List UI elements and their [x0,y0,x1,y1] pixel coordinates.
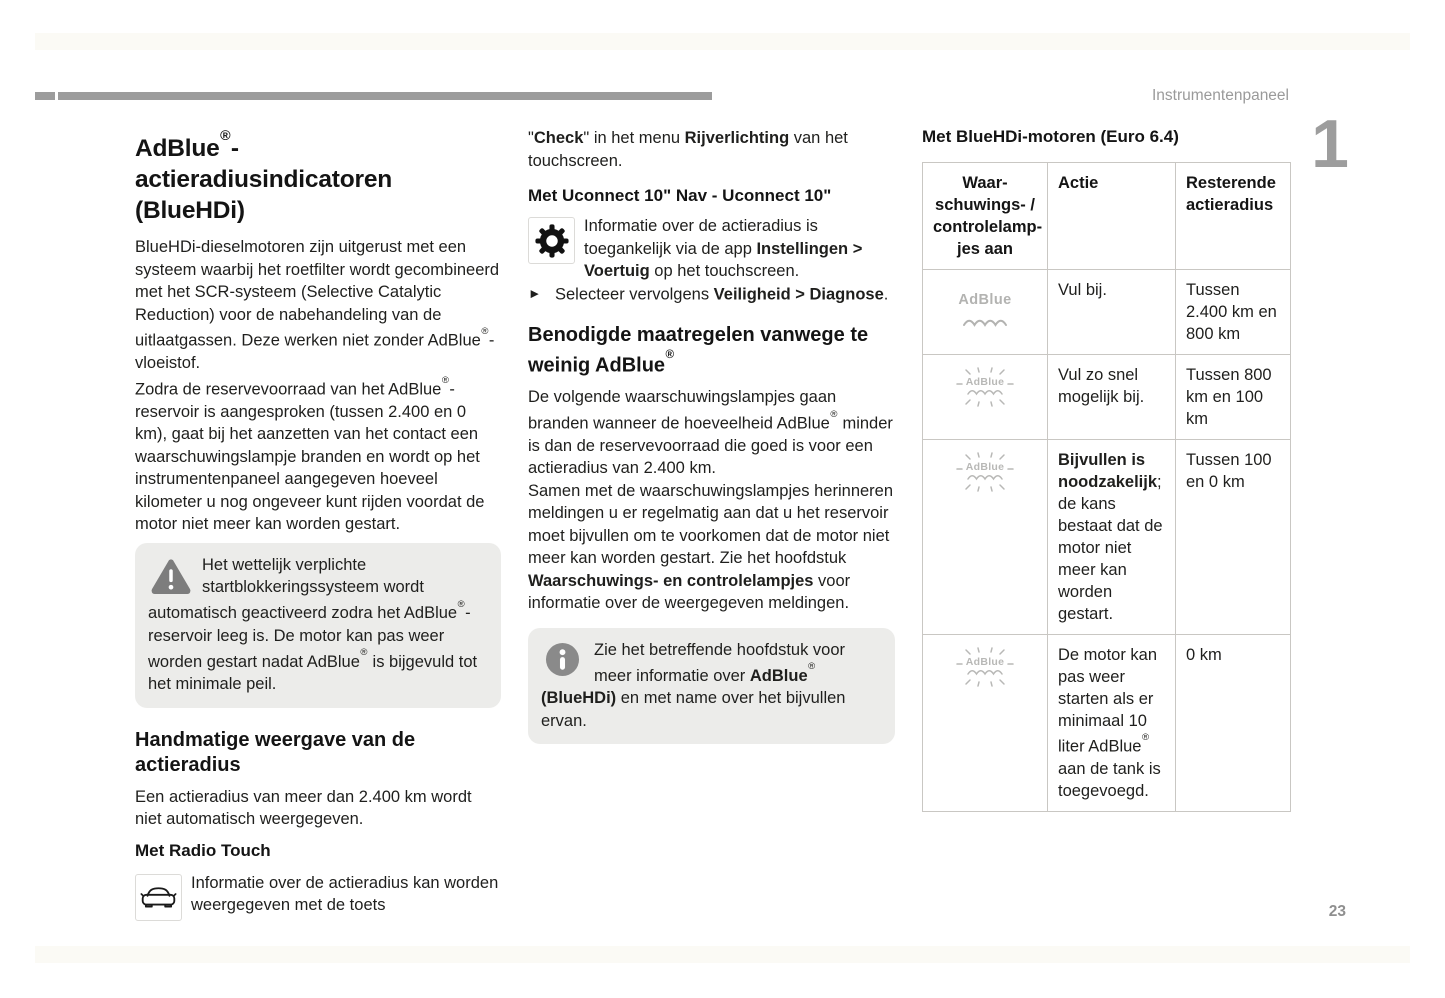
table-row [923,270,1291,355]
col-header-lamps: Waar- schuwings- / controlelamp- jes aan [923,163,1048,270]
reserve-paragraph: Zodra de reservevoorraad van het AdBlue®-reservoir is aangesproken (tussen 2.400 en 0 km), gaat bij het aanzetten van het contact een waarschuwingslampje branden en wordt op het instrumentenpaneel aangegeven hoeveel kilometer u nog ongeveer kunt rijden voordat de motor niet meer kan worden gestart. [135,374,485,534]
lamp-cell [923,440,1048,635]
warning-note-text: Het wettelijk verplichte startblokkeringssysteem wordt automatisch geactiveerd zodra het AdBlue®-reservoir leeg is. De motor kan pas weer worden gestart nadat AdBlue® is bijgevuld tot het minimale peil. [148,555,478,694]
svg-text:AdBlue: AdBlue [965,461,1005,473]
intro-paragraph: BlueHDi-dieselmotoren zijn uitgerust met een systeem waarbij het roetfilter wordt gecombineerd met het SCR-systeem (Selective Catalytic Reduction) voor de nabehandeling van de uitlaatgassen. Deze werken niet zonder AdBlue®-vloeistof. [135,238,500,373]
range-cell: Tussen 2.400 km en 800 km [1176,270,1291,355]
top-accent-strip [35,33,1410,50]
gear-icon [528,217,575,264]
manual-display-paragraph: Een actieradius van meer dan 2.400 km wordt niet automatisch weergegeven. [135,787,472,829]
select-step: ► Selecteer vervolgens Veiligheid > Diagnose. [528,283,895,306]
uconnect-heading: Met Uconnect 10" Nav - Uconnect 10" [528,186,832,205]
action-cell: Vul zo snel mogelijk bij. [1048,355,1176,440]
svg-text:AdBlue: AdBlue [965,376,1005,388]
adblue-lamp-flashing-icon [952,366,1018,412]
page-title: AdBlue®- actieradiusindicatoren (BlueHDi) [135,127,393,225]
col-header-range: Resterende actieradius [1176,163,1291,270]
lamp-cell [923,635,1048,812]
check-paragraph: "Check" in het menu Rijverlichting van het touchscreen. [528,129,848,170]
left-column [135,128,501,923]
section-rule-segment [35,92,55,100]
adblue-lamp-flashing-icon [952,451,1018,497]
col-header-action: Actie [1048,163,1176,270]
adblue-lamp-flashing-icon [952,646,1018,692]
action-cell: De motor kan pas weer starten als er minimaal 10 liter AdBlue® aan de tank is toegevoegd. [1048,635,1176,812]
table-row [923,440,1291,635]
table-row [923,355,1291,440]
arrow-bullet-icon: ► [528,285,542,301]
settings-paragraph: Informatie over de actieradius is toegankelijk via de app Instellingen > Voertuig op het touchscreen. [528,215,895,283]
measures-heading: Benodigde maatregelen vanwege te weinig AdBlue® [528,323,869,377]
range-cell: Tussen 100 en 0 km [1176,440,1291,635]
adblue-lamp-steady-icon: AdBlue [945,289,1025,333]
info-note-text: Zie het betreffende hoofdstuk voor meer informatie over AdBlue® (BlueHDi) en met name over het bijvullen ervan. [541,640,846,730]
section-rule [58,92,712,100]
info-note-box [528,628,895,745]
warning-triangle-icon [150,557,192,595]
car-front-icon [135,874,182,921]
bottom-accent-strip [35,946,1410,963]
range-cell: 0 km [1176,635,1291,812]
right-column [922,126,1290,812]
middle-column [528,127,895,744]
action-cell: Bijvullen is noodzakelijk; de kans bestaat dat de motor niet meer kan worden gestart. [1048,440,1176,635]
lamp-cell [923,270,1048,355]
radio-touch-paragraph: Informatie over de actieradius kan worden weergegeven met de toets [135,872,501,917]
running-header: Instrumentenpaneel [1151,87,1289,104]
page-number: 23 [1328,903,1346,920]
range-cell: Tussen 800 km en 100 km [1176,355,1291,440]
table-row [923,635,1291,812]
adblue-range-table [922,162,1291,812]
warning-note-box [135,543,501,708]
info-icon [545,642,580,677]
lamps-paragraph: De volgende waarschuwingslampjes gaan branden wanneer de hoeveelheid AdBlue® minder is dan de reservevoorraad die goed is voor een actieradius van 2.400 km. [528,388,893,478]
manual-display-heading: Handmatige weergave van de actieradius [135,728,416,777]
table-header-row [923,163,1291,270]
lamp-cell [923,355,1048,440]
action-cell: Vul bij. [1048,270,1176,355]
table-heading: Met BlueHDi-motoren (Euro 6.4) [922,127,1179,146]
chapter-number: 1 [1311,106,1349,182]
svg-text:AdBlue: AdBlue [965,656,1005,668]
refill-paragraph: Samen met de waarschuwingslampjes herinneren meldingen u er regelmatig aan dat u het reservoir moet bijvullen om te voorkomen dat de motor niet meer kan worden gestart. Zie het hoofdstuk Waarschuwings- en controlelampjes voor informatie over de weergegeven meldingen. [528,481,894,613]
radio-touch-heading: Met Radio Touch [135,840,271,860]
